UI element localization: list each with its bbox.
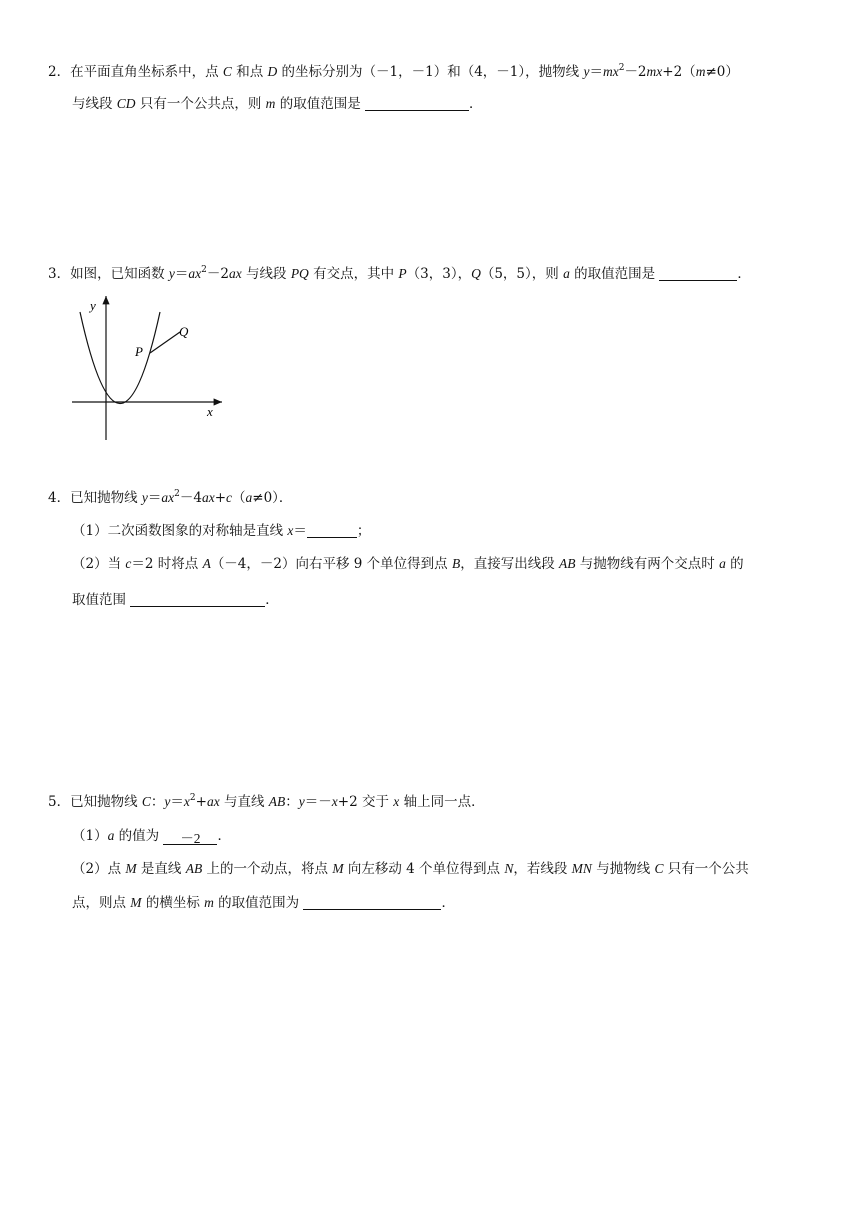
q4-part1: （1）二次函数图象的对称轴是直线 x＝ ； <box>72 523 371 539</box>
q4-part2-cont: 取值范围 ． <box>72 592 279 608</box>
q2-number: 2． <box>48 64 71 80</box>
q5-line1: 5．已知抛物线 C：$y=x^2+ax$ 与直线 AB：y＝－x+2 交于 x 轴上同一点． <box>48 793 485 810</box>
x-axis-label: x <box>207 404 213 419</box>
q4-range-blank[interactable] <box>130 591 265 607</box>
q5-part2: （2）点 M 是直线 AB 上的一个动点，将点 M 向左移动 4 个单位得到点 N，若线段 MN 与抛物线 C 只有一个公共 <box>72 861 749 877</box>
q4-axis-blank[interactable] <box>307 522 357 538</box>
q3-number: 3． <box>48 266 71 282</box>
q3-figure <box>66 290 226 442</box>
q5-a-answer[interactable]: －2 <box>163 829 217 845</box>
q5-part2-cont: 点，则点 M 的横坐标 m 的取值范围为 ． <box>72 895 455 911</box>
q5-number: 5． <box>48 794 71 810</box>
q2-line1: 2．在平面直角坐标系中，点 C 和点 D 的坐标分别为（－1，－1）和（4，－1），抛物线 $y=mx^2-2mx+2(m\ne 0)$ <box>48 63 739 80</box>
q5-range-blank[interactable] <box>303 894 441 910</box>
q3-graph <box>66 290 226 442</box>
q4-line1: 4．已知抛物线 $y=ax^2-4ax+c(a\ne 0)$． <box>48 489 293 506</box>
q4-number: 4． <box>48 490 71 506</box>
q2-line2: 与线段 CD 只有一个公共点，则 m 的取值范围是 ． <box>72 96 483 112</box>
parabola-curve <box>80 312 160 404</box>
y-axis-label: y <box>90 298 96 313</box>
q3-line1: 3．如图，已知函数 $y=ax^2-2ax$ 与线段 PQ 有交点，其中 P（3，3），Q（5，5），则 a 的取值范围是 ． <box>48 265 751 282</box>
point-P-label: P <box>135 344 143 359</box>
q4-part2: （2）当 c＝2 时将点 A（－4，－2）向右平移 9 个单位得到点 B，直接写出线段 AB 与抛物线有两个交点时 a 的 <box>72 556 744 572</box>
point-Q-label: Q <box>179 324 189 339</box>
q2-answer-blank[interactable] <box>365 95 469 111</box>
q5-part1: （1）a 的值为 －2 ． <box>72 828 231 846</box>
q3-answer-blank[interactable] <box>659 265 737 281</box>
